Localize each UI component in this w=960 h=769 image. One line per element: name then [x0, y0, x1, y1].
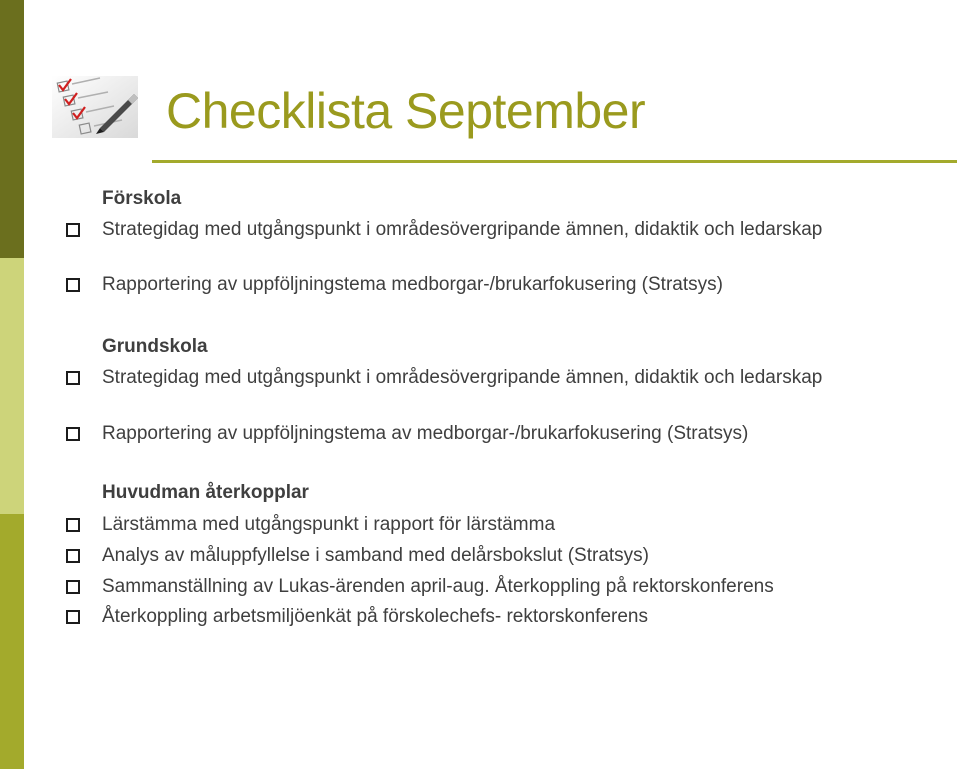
section-heading-huvudman: Huvudman återkopplar — [102, 482, 309, 503]
list-item — [102, 366, 922, 390]
checkbox-bullet-icon — [66, 223, 80, 237]
checkbox-bullet-icon — [66, 580, 80, 594]
list-item-text: Lärstämma med utgångspunkt i rapport för lärstämma — [102, 514, 556, 535]
list-item-text: Rapportering av uppföljningstema medborgar-/brukarfokusering (Stratsys) — [102, 274, 723, 295]
list-item-text: Rapportering av uppföljningstema av medborgar-/brukarfokusering (Stratsys) — [102, 423, 749, 444]
section-heading-grundskola: Grundskola — [102, 336, 208, 357]
list-item-text: Strategidag med utgångspunkt i områdesövergripande ämnen, didaktik och ledarskap — [102, 219, 823, 240]
list-item — [102, 575, 922, 599]
list-item — [102, 422, 922, 446]
list-item — [102, 605, 922, 629]
checkbox-bullet-icon — [66, 549, 80, 563]
list-item-text: Strategidag med utgångspunkt i områdesövergripande ämnen, didaktik och ledarskap — [102, 367, 823, 388]
section-heading-forskola: Förskola — [102, 188, 182, 209]
checkbox-bullet-icon — [66, 278, 80, 292]
checkbox-bullet-icon — [66, 518, 80, 532]
checkbox-bullet-icon — [66, 610, 80, 624]
checkbox-bullet-icon — [66, 427, 80, 441]
list-item-text: Återkoppling arbetsmiljöenkät på förskolechefs- rektorskonferens — [102, 606, 648, 627]
list-item — [102, 273, 922, 297]
list-item — [102, 513, 922, 537]
checkbox-bullet-icon — [66, 371, 80, 385]
list-item — [102, 544, 922, 568]
list-item-text: Sammanställning av Lukas-ärenden april-aug. Återkoppling på rektorskonferens — [102, 576, 774, 597]
list-item-text: Analys av måluppfyllelse i samband med delårsbokslut (Stratsys) — [102, 545, 650, 566]
page-title: Checklista September — [166, 83, 646, 139]
list-item — [102, 218, 922, 242]
